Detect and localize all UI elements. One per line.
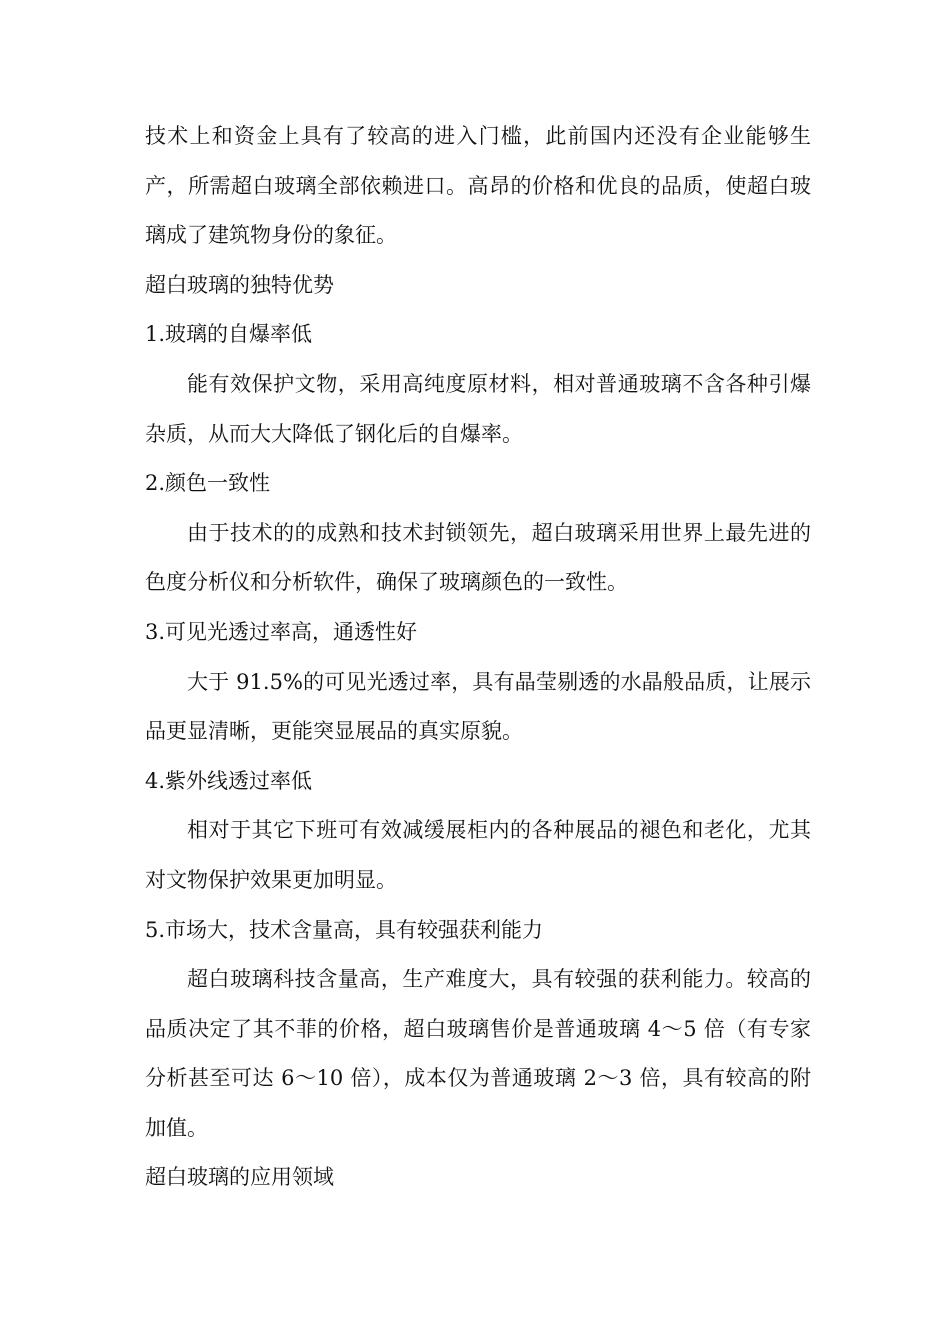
item-heading: 4.紫外线透过率低 [145, 768, 313, 793]
item-heading: 1.玻璃的自爆率低 [145, 322, 313, 347]
paragraph: 大于 91.5%的可见光透过率，具有晶莹剔透的水晶般品质，让展示品更显清晰，更能突显展品的真实原貌。 [145, 669, 811, 744]
item-heading: 3.可见光透过率高，通透性好 [145, 619, 418, 644]
document-body [145, 112, 811, 1203]
paragraph: 由于技术的的成熟和技术封锁领先，超白玻璃采用世界上最先进的色度分析仪和分析软件，确保了玻璃颜色的一致性。 [145, 520, 811, 595]
paragraph: 技术上和资金上具有了较高的进入门槛，此前国内还没有企业能够生产，所需超白玻璃全部依赖进口。高昂的价格和优良的品质，使超白玻璃成了建筑物身份的象征。 [145, 124, 811, 248]
paragraph: 能有效保护文物，采用高纯度原材料，相对普通玻璃不含各种引爆杂质，从而大大降低了钢化后的自爆率。 [145, 371, 811, 446]
paragraph: 相对于其它下班可有效减缓展柜内的各种展品的褪色和老化，尤其对文物保护效果更加明显。 [145, 818, 811, 892]
paragraph: 超白玻璃科技含量高，生产难度大，具有较强的获利能力。较高的品质决定了其不菲的价格，超白玻璃售价是普通玻璃 4～5 倍（有专家分析甚至可达 6～10 倍），成本仅为普通玻璃 2～3 倍，具有较高的附加值。 [145, 967, 811, 1140]
section-heading: 超白玻璃的独特优势 [145, 272, 334, 297]
section-heading: 超白玻璃的应用领域 [145, 1165, 334, 1190]
item-heading: 2.颜色一致性 [145, 471, 271, 496]
item-heading: 5.市场大，技术含量高，具有较强获利能力 [145, 917, 544, 942]
